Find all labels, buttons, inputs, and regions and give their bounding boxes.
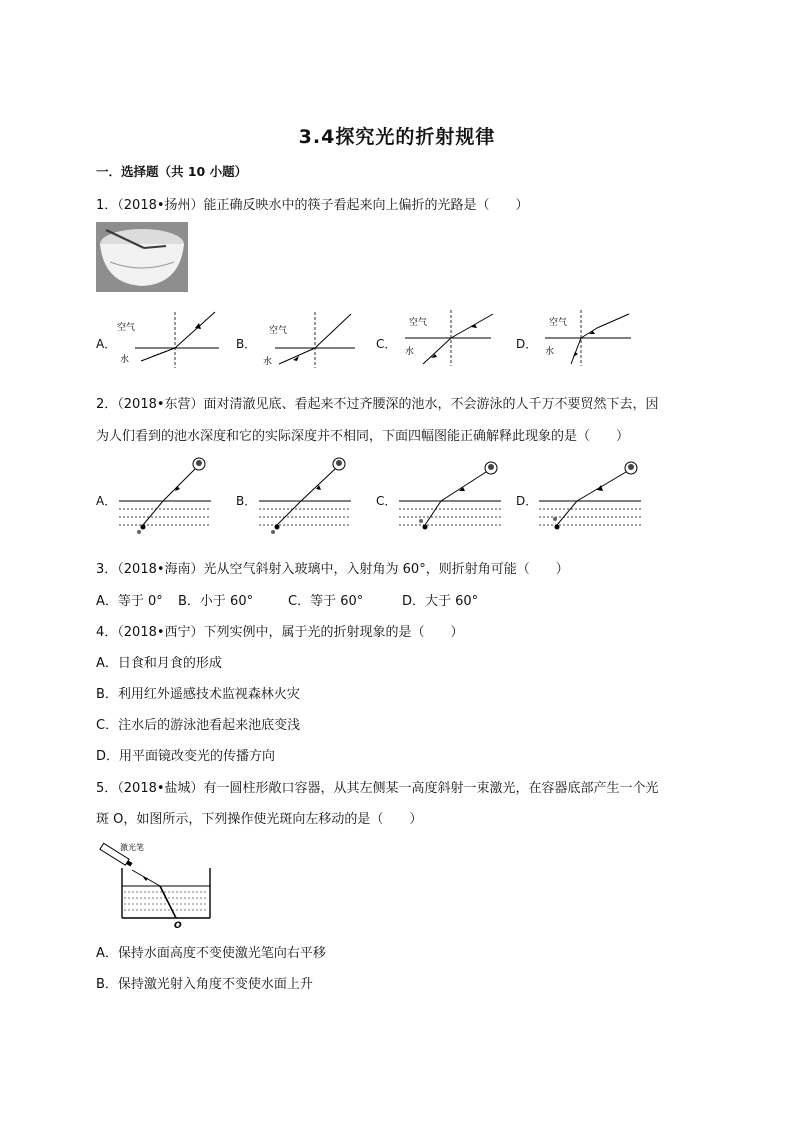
q3-option-a: A．等于 0° xyxy=(96,594,163,609)
q3-option-c: C．等于 60° xyxy=(288,594,364,609)
q5-stem-line2: 斑 O，如图所示，下列操作使光斑向左移动的是（ ） xyxy=(96,812,423,827)
q1-option-a-label: A． xyxy=(96,337,117,351)
q2-option-a-diagram xyxy=(115,455,215,540)
q1-option-b-label: B． xyxy=(236,337,257,351)
q2-stem-line1: 2．（2018•东营）面对清澈见底、看起来不过齐腰深的池水，不会游泳的人千万不要贸然下去，因 xyxy=(96,397,659,412)
air-label: 空气 xyxy=(117,323,136,333)
q1-stem: 1．（2018•扬州）能正确反映水中的筷子看起来向上偏折的光路是（ ） xyxy=(96,198,529,213)
laser-container-diagram xyxy=(96,838,218,930)
water-label: 水 xyxy=(120,355,130,365)
q3-stem: 3．（2018•海南）光从空气斜射入玻璃中，入射角为 60°，则折射角可能（ ） xyxy=(96,562,569,577)
q2-option-d-label: D． xyxy=(516,494,538,508)
q2-option-d-diagram xyxy=(535,455,645,540)
q5-option-b: B．保持激光射入角度不变使水面上升 xyxy=(96,977,313,992)
q5-option-a: A．保持水面高度不变使激光笔向右平移 xyxy=(96,946,326,961)
q4-option-a: A．日食和月食的形成 xyxy=(96,656,222,671)
q3-option-b: B．小于 60° xyxy=(178,594,254,609)
laser-pen-label: 激光笔 xyxy=(120,843,144,852)
bowl-chopstick-photo xyxy=(96,222,188,292)
q4-option-b: B．利用红外遥感技术监视森林火灾 xyxy=(96,687,300,702)
svg-text:水: 水 xyxy=(405,347,415,357)
q4-stem: 4．（2018•西宁）下列实例中，属于光的折射现象的是（ ） xyxy=(96,625,464,640)
q2-stem-line2: 为人们看到的池水深度和它的实际深度并不相同，下面四幅图能正确解释此现象的是（ ） xyxy=(96,429,630,444)
svg-text:空气: 空气 xyxy=(549,318,568,328)
q1-option-c-label: C． xyxy=(376,337,397,351)
section-heading: 一．选择题（共 10 小题） xyxy=(96,164,248,179)
q2-option-b-diagram xyxy=(255,455,355,540)
q1-option-c-diagram xyxy=(395,308,500,370)
q2-option-c-label: C． xyxy=(376,494,397,508)
q3-option-d: D．大于 60° xyxy=(402,594,479,609)
q1-option-b-diagram xyxy=(255,308,360,370)
q2-option-b-label: B． xyxy=(236,494,257,508)
q1-option-d-label: D． xyxy=(516,337,538,351)
q1-option-d-diagram xyxy=(535,308,640,370)
q4-option-c: C．注水后的游泳池看起来池底变浅 xyxy=(96,718,301,733)
svg-text:空气: 空气 xyxy=(269,326,288,336)
q2-option-a-label: A． xyxy=(96,494,117,508)
q1-option-a-diagram xyxy=(115,308,220,370)
svg-text:空气: 空气 xyxy=(409,318,428,328)
svg-text:水: 水 xyxy=(263,357,273,367)
page-title: 3.4探究光的折射规律 xyxy=(298,126,496,148)
svg-text:水: 水 xyxy=(545,347,555,357)
q2-option-c-diagram xyxy=(395,455,505,540)
spot-o-label: O xyxy=(174,921,182,930)
q5-stem-line1: 5．（2018•盐城）有一圆柱形敞口容器，从其左侧某一高度斜射一束激光，在容器底部产生一个光 xyxy=(96,781,659,796)
q4-option-d: D．用平面镜改变光的传播方向 xyxy=(96,749,276,764)
